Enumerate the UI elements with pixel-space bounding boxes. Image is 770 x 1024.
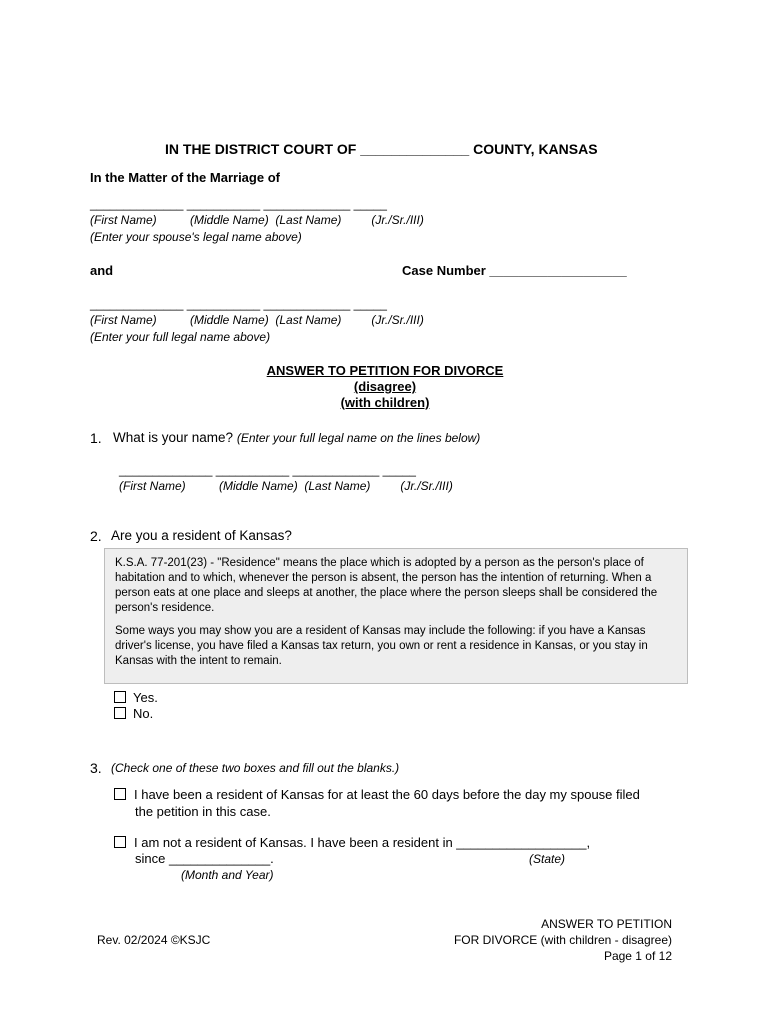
resident-60-days-line2: the petition in this case. <box>135 804 271 819</box>
matter-heading: In the Matter of the Marriage of <box>90 170 280 185</box>
q2-number: 2. <box>90 528 102 544</box>
spouse-name-blank[interactable]: ______________ ___________ _____________ _____ <box>90 197 387 211</box>
q2-question: Are you a resident of Kansas? <box>111 528 292 543</box>
since-date-field[interactable]: since ______________. <box>135 851 274 866</box>
spouse-name-labels: (First Name) (Middle Name) (Last Name) (Jr./Sr./III) <box>90 213 424 227</box>
q1-name-blank[interactable]: ______________ ___________ _____________ _____ <box>119 463 416 477</box>
and-label: and <box>90 263 114 278</box>
month-year-label: (Month and Year) <box>181 868 274 882</box>
q1-text <box>113 430 480 445</box>
document-title: ANSWER TO PETITION FOR DIVORCE <box>266 363 504 378</box>
resident-60-days-line1: I have been a resident of Kansas for at least the 60 days before the day my spouse filed <box>134 787 640 802</box>
page-number: Page 1 of 12 <box>603 949 672 963</box>
yes-checkbox[interactable] <box>114 691 126 703</box>
not-resident-checkbox[interactable] <box>114 836 126 848</box>
q3-number: 3. <box>90 760 102 776</box>
q1-number: 1. <box>90 430 102 446</box>
document-subtitle-children: (with children) <box>340 395 430 410</box>
your-name-labels: (First Name) (Middle Name) (Last Name) (Jr./Sr./III) <box>90 313 424 327</box>
your-name-note: (Enter your full legal name above) <box>90 330 271 344</box>
no-label: No. <box>133 706 154 721</box>
q1-question: What is your name? <box>113 430 234 445</box>
state-label: (State) <box>529 852 566 866</box>
q3-hint: (Check one of these two boxes and fill out the blanks.) <box>111 761 400 775</box>
footer-doc-title-1: ANSWER TO PETITION <box>541 917 672 931</box>
case-number-field[interactable]: Case Number ___________________ <box>402 263 627 278</box>
revision-footer: Rev. 02/2024 ©KSJC <box>97 933 211 947</box>
yes-label: Yes. <box>133 690 158 705</box>
your-name-blank[interactable]: ______________ ___________ _____________ _____ <box>90 297 387 311</box>
court-heading: IN THE DISTRICT COURT OF ______________ COUNTY, KANSAS <box>165 141 598 157</box>
q1-name-labels: (First Name) (Middle Name) (Last Name) (Jr./Sr./III) <box>119 479 453 493</box>
footer-doc-title-2: FOR DIVORCE (with children - disagree) <box>453 933 672 947</box>
no-checkbox[interactable] <box>114 707 126 719</box>
residence-definition: K.S.A. 77-201(23) - "Residence" means the place which is adopted by a person as the person's place of habitation and to which, whenever the person is absent, the person has the intention of returning. When a person eats at one place and sleeps at another, the place where the person sleeps shall be considered the person's residence. <box>115 557 658 614</box>
spouse-name-note: (Enter your spouse's legal name above) <box>90 230 302 244</box>
document-subtitle-disagree: (disagree) <box>353 379 417 394</box>
not-resident-line1[interactable]: I am not a resident of Kansas. I have been a resident in __________________, <box>134 835 591 850</box>
residence-examples: Some ways you may show you are a resident of Kansas may include the following: if you have a Kansas driver's license, you have filed a Kansas tax return, you own or rent a residence in Kansas, or you stay in Kansas with the intent to remain. <box>115 625 648 667</box>
q1-hint: (Enter your full legal name on the lines below) <box>236 431 481 445</box>
residence-info-box <box>104 548 688 684</box>
resident-60-days-checkbox[interactable] <box>114 788 126 800</box>
